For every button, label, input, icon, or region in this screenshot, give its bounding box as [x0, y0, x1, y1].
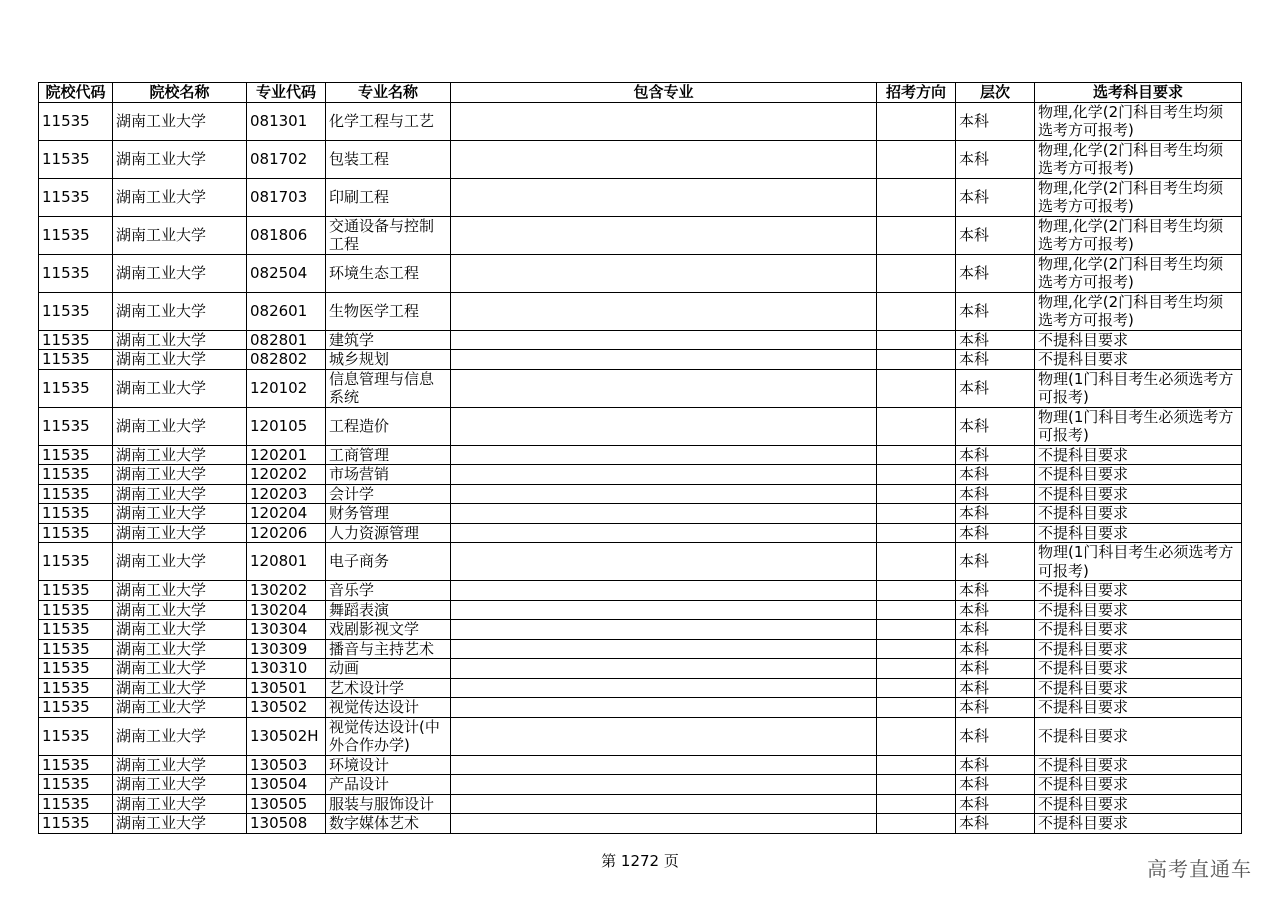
table-row [39, 445, 1242, 465]
cell-major-code: 120105 [247, 407, 326, 445]
cell-direction [877, 755, 956, 775]
cell-direction [877, 216, 956, 254]
cell-level: 本科 [956, 178, 1035, 216]
cell-major-code: 081301 [247, 102, 326, 140]
table-row [39, 755, 1242, 775]
cell-major-name: 人力资源管理 [326, 523, 451, 543]
cell-major-name: 动画 [326, 659, 451, 679]
cell-major-name: 工程造价 [326, 407, 451, 445]
cell-school-name: 湖南工业大学 [113, 581, 247, 601]
cell-major-name: 市场营销 [326, 465, 451, 485]
cell-subject-requirements: 不提科目要求 [1035, 350, 1242, 370]
cell-direction [877, 794, 956, 814]
cell-level: 本科 [956, 407, 1035, 445]
cell-direction [877, 504, 956, 524]
cell-subject-requirements: 物理(1门科目考生必须选考方可报考) [1035, 543, 1242, 581]
table-row [39, 216, 1242, 254]
cell-included-majors [451, 600, 877, 620]
cell-direction [877, 678, 956, 698]
cell-major-name: 播音与主持艺术 [326, 639, 451, 659]
cell-level: 本科 [956, 216, 1035, 254]
cell-school-code: 11535 [39, 484, 113, 504]
cell-included-majors [451, 178, 877, 216]
table-row [39, 292, 1242, 330]
header-major-name: 专业名称 [326, 83, 451, 103]
cell-direction [877, 350, 956, 370]
cell-level: 本科 [956, 465, 1035, 485]
cell-level: 本科 [956, 794, 1035, 814]
cell-direction [877, 369, 956, 407]
cell-included-majors [451, 102, 877, 140]
cell-included-majors [451, 698, 877, 718]
cell-school-name: 湖南工业大学 [113, 102, 247, 140]
table-row [39, 775, 1242, 795]
cell-major-name: 舞蹈表演 [326, 600, 451, 620]
cell-included-majors [451, 445, 877, 465]
cell-school-name: 湖南工业大学 [113, 350, 247, 370]
cell-included-majors [451, 140, 877, 178]
cell-school-name: 湖南工业大学 [113, 216, 247, 254]
cell-included-majors [451, 216, 877, 254]
cell-school-code: 11535 [39, 620, 113, 640]
cell-included-majors [451, 330, 877, 350]
cell-level: 本科 [956, 678, 1035, 698]
cell-subject-requirements: 不提科目要求 [1035, 504, 1242, 524]
cell-major-name: 城乡规划 [326, 350, 451, 370]
cell-level: 本科 [956, 659, 1035, 679]
cell-major-code: 130504 [247, 775, 326, 795]
cell-school-name: 湖南工业大学 [113, 178, 247, 216]
cell-included-majors [451, 292, 877, 330]
cell-school-code: 11535 [39, 659, 113, 679]
cell-school-code: 11535 [39, 543, 113, 581]
cell-school-name: 湖南工业大学 [113, 794, 247, 814]
cell-level: 本科 [956, 254, 1035, 292]
cell-major-name: 艺术设计学 [326, 678, 451, 698]
cell-major-name: 信息管理与信息系统 [326, 369, 451, 407]
cell-level: 本科 [956, 755, 1035, 775]
cell-school-code: 11535 [39, 581, 113, 601]
cell-major-code: 120206 [247, 523, 326, 543]
cell-major-name: 戏剧影视文学 [326, 620, 451, 640]
header-level: 层次 [956, 83, 1035, 103]
cell-school-code: 11535 [39, 794, 113, 814]
admission-table [38, 82, 1242, 834]
cell-included-majors [451, 814, 877, 834]
cell-level: 本科 [956, 445, 1035, 465]
cell-major-code: 130310 [247, 659, 326, 679]
cell-school-code: 11535 [39, 465, 113, 485]
cell-major-code: 130309 [247, 639, 326, 659]
cell-major-name: 环境设计 [326, 755, 451, 775]
cell-level: 本科 [956, 369, 1035, 407]
cell-level: 本科 [956, 102, 1035, 140]
cell-direction [877, 407, 956, 445]
header-subject-requirements: 选考科目要求 [1035, 83, 1242, 103]
table-header-row [39, 83, 1242, 103]
cell-major-code: 082801 [247, 330, 326, 350]
cell-school-code: 11535 [39, 717, 113, 755]
cell-school-name: 湖南工业大学 [113, 620, 247, 640]
cell-school-code: 11535 [39, 698, 113, 718]
cell-included-majors [451, 369, 877, 407]
table-row [39, 639, 1242, 659]
cell-level: 本科 [956, 140, 1035, 178]
cell-included-majors [451, 523, 877, 543]
cell-included-majors [451, 620, 877, 640]
cell-included-majors [451, 543, 877, 581]
cell-direction [877, 254, 956, 292]
cell-level: 本科 [956, 639, 1035, 659]
cell-subject-requirements: 物理,化学(2门科目考生均须选考方可报考) [1035, 216, 1242, 254]
cell-school-name: 湖南工业大学 [113, 407, 247, 445]
cell-major-code: 081806 [247, 216, 326, 254]
cell-direction [877, 292, 956, 330]
cell-subject-requirements: 不提科目要求 [1035, 330, 1242, 350]
table-row [39, 620, 1242, 640]
cell-major-name: 交通设备与控制工程 [326, 216, 451, 254]
cell-major-code: 130505 [247, 794, 326, 814]
cell-school-name: 湖南工业大学 [113, 140, 247, 178]
cell-major-name: 数字媒体艺术 [326, 814, 451, 834]
cell-school-name: 湖南工业大学 [113, 814, 247, 834]
table-row [39, 254, 1242, 292]
cell-subject-requirements: 不提科目要求 [1035, 484, 1242, 504]
cell-major-name: 化学工程与工艺 [326, 102, 451, 140]
cell-major-code: 120201 [247, 445, 326, 465]
cell-school-name: 湖南工业大学 [113, 504, 247, 524]
cell-subject-requirements: 不提科目要求 [1035, 445, 1242, 465]
cell-subject-requirements: 不提科目要求 [1035, 600, 1242, 620]
cell-major-name: 工商管理 [326, 445, 451, 465]
cell-school-name: 湖南工业大学 [113, 465, 247, 485]
header-included-majors: 包含专业 [451, 83, 877, 103]
cell-major-code: 120202 [247, 465, 326, 485]
cell-direction [877, 523, 956, 543]
cell-included-majors [451, 755, 877, 775]
cell-school-code: 11535 [39, 407, 113, 445]
table-row [39, 600, 1242, 620]
table-row [39, 407, 1242, 445]
cell-school-name: 湖南工业大学 [113, 523, 247, 543]
table-row [39, 504, 1242, 524]
cell-school-name: 湖南工业大学 [113, 639, 247, 659]
cell-school-code: 11535 [39, 102, 113, 140]
cell-school-code: 11535 [39, 216, 113, 254]
cell-school-name: 湖南工业大学 [113, 600, 247, 620]
table-row [39, 140, 1242, 178]
table-row [39, 178, 1242, 216]
cell-subject-requirements: 不提科目要求 [1035, 794, 1242, 814]
cell-level: 本科 [956, 717, 1035, 755]
cell-major-code: 130508 [247, 814, 326, 834]
cell-subject-requirements: 物理,化学(2门科目考生均须选考方可报考) [1035, 254, 1242, 292]
cell-direction [877, 581, 956, 601]
cell-direction [877, 639, 956, 659]
cell-major-code: 082802 [247, 350, 326, 370]
cell-subject-requirements: 不提科目要求 [1035, 814, 1242, 834]
cell-level: 本科 [956, 620, 1035, 640]
cell-direction [877, 102, 956, 140]
cell-subject-requirements: 物理,化学(2门科目考生均须选考方可报考) [1035, 178, 1242, 216]
cell-level: 本科 [956, 330, 1035, 350]
cell-included-majors [451, 794, 877, 814]
cell-major-name: 环境生态工程 [326, 254, 451, 292]
cell-major-name: 音乐学 [326, 581, 451, 601]
cell-included-majors [451, 504, 877, 524]
cell-school-code: 11535 [39, 140, 113, 178]
watermark-logo: 高考直通车 [1147, 857, 1252, 881]
cell-major-code: 130502 [247, 698, 326, 718]
cell-school-code: 11535 [39, 755, 113, 775]
table-row [39, 543, 1242, 581]
cell-included-majors [451, 254, 877, 292]
header-school-name: 院校名称 [113, 83, 247, 103]
table-row [39, 659, 1242, 679]
cell-school-name: 湖南工业大学 [113, 543, 247, 581]
cell-subject-requirements: 不提科目要求 [1035, 639, 1242, 659]
cell-level: 本科 [956, 600, 1035, 620]
table-row [39, 581, 1242, 601]
cell-subject-requirements: 不提科目要求 [1035, 755, 1242, 775]
cell-included-majors [451, 659, 877, 679]
cell-school-name: 湖南工业大学 [113, 717, 247, 755]
cell-school-code: 11535 [39, 504, 113, 524]
cell-subject-requirements: 物理,化学(2门科目考生均须选考方可报考) [1035, 292, 1242, 330]
cell-school-code: 11535 [39, 178, 113, 216]
cell-included-majors [451, 639, 877, 659]
cell-subject-requirements: 物理(1门科目考生必须选考方可报考) [1035, 407, 1242, 445]
cell-major-name: 生物医学工程 [326, 292, 451, 330]
cell-included-majors [451, 350, 877, 370]
cell-direction [877, 445, 956, 465]
cell-school-name: 湖南工业大学 [113, 698, 247, 718]
cell-subject-requirements: 不提科目要求 [1035, 717, 1242, 755]
cell-direction [877, 543, 956, 581]
cell-level: 本科 [956, 504, 1035, 524]
cell-direction [877, 775, 956, 795]
cell-subject-requirements: 不提科目要求 [1035, 620, 1242, 640]
table-row [39, 717, 1242, 755]
cell-included-majors [451, 581, 877, 601]
cell-major-code: 082504 [247, 254, 326, 292]
header-direction: 招考方向 [877, 83, 956, 103]
cell-level: 本科 [956, 814, 1035, 834]
cell-school-name: 湖南工业大学 [113, 445, 247, 465]
table-row [39, 102, 1242, 140]
cell-subject-requirements: 不提科目要求 [1035, 581, 1242, 601]
cell-major-code: 120204 [247, 504, 326, 524]
cell-major-name: 视觉传达设计(中外合作办学) [326, 717, 451, 755]
cell-school-name: 湖南工业大学 [113, 254, 247, 292]
cell-major-code: 081703 [247, 178, 326, 216]
header-school-code: 院校代码 [39, 83, 113, 103]
cell-school-name: 湖南工业大学 [113, 330, 247, 350]
cell-included-majors [451, 678, 877, 698]
table-row [39, 465, 1242, 485]
cell-school-name: 湖南工业大学 [113, 369, 247, 407]
table-row [39, 814, 1242, 834]
cell-school-code: 11535 [39, 678, 113, 698]
cell-school-code: 11535 [39, 814, 113, 834]
cell-direction [877, 330, 956, 350]
table-row [39, 794, 1242, 814]
cell-school-code: 11535 [39, 292, 113, 330]
cell-major-name: 会计学 [326, 484, 451, 504]
cell-school-code: 11535 [39, 445, 113, 465]
cell-direction [877, 717, 956, 755]
cell-subject-requirements: 物理(1门科目考生必须选考方可报考) [1035, 369, 1242, 407]
cell-school-name: 湖南工业大学 [113, 755, 247, 775]
cell-level: 本科 [956, 350, 1035, 370]
cell-major-code: 130503 [247, 755, 326, 775]
table-row [39, 678, 1242, 698]
cell-direction [877, 620, 956, 640]
cell-school-code: 11535 [39, 523, 113, 543]
cell-major-name: 产品设计 [326, 775, 451, 795]
table-row [39, 350, 1242, 370]
cell-subject-requirements: 不提科目要求 [1035, 775, 1242, 795]
cell-major-name: 建筑学 [326, 330, 451, 350]
cell-school-code: 11535 [39, 254, 113, 292]
cell-level: 本科 [956, 698, 1035, 718]
cell-subject-requirements: 不提科目要求 [1035, 659, 1242, 679]
cell-major-code: 120801 [247, 543, 326, 581]
cell-direction [877, 814, 956, 834]
cell-major-name: 服装与服饰设计 [326, 794, 451, 814]
cell-school-code: 11535 [39, 775, 113, 795]
cell-subject-requirements: 不提科目要求 [1035, 678, 1242, 698]
table-row [39, 369, 1242, 407]
cell-major-name: 包装工程 [326, 140, 451, 178]
cell-major-name: 电子商务 [326, 543, 451, 581]
cell-direction [877, 465, 956, 485]
cell-major-code: 130501 [247, 678, 326, 698]
cell-major-code: 130204 [247, 600, 326, 620]
page-number: 第 1272 页 [601, 852, 679, 870]
cell-major-code: 081702 [247, 140, 326, 178]
cell-school-code: 11535 [39, 639, 113, 659]
cell-level: 本科 [956, 292, 1035, 330]
cell-major-code: 120102 [247, 369, 326, 407]
cell-school-code: 11535 [39, 350, 113, 370]
table-row [39, 698, 1242, 718]
cell-major-code: 130304 [247, 620, 326, 640]
cell-subject-requirements: 物理,化学(2门科目考生均须选考方可报考) [1035, 102, 1242, 140]
cell-included-majors [451, 484, 877, 504]
cell-included-majors [451, 775, 877, 795]
cell-level: 本科 [956, 543, 1035, 581]
cell-included-majors [451, 717, 877, 755]
cell-direction [877, 140, 956, 178]
cell-major-name: 财务管理 [326, 504, 451, 524]
cell-level: 本科 [956, 581, 1035, 601]
cell-direction [877, 178, 956, 216]
cell-school-code: 11535 [39, 330, 113, 350]
cell-major-code: 082601 [247, 292, 326, 330]
cell-subject-requirements: 物理,化学(2门科目考生均须选考方可报考) [1035, 140, 1242, 178]
cell-major-name: 印刷工程 [326, 178, 451, 216]
cell-school-name: 湖南工业大学 [113, 678, 247, 698]
table-row [39, 523, 1242, 543]
cell-school-code: 11535 [39, 600, 113, 620]
cell-included-majors [451, 407, 877, 445]
cell-direction [877, 484, 956, 504]
cell-subject-requirements: 不提科目要求 [1035, 523, 1242, 543]
cell-direction [877, 659, 956, 679]
table-row [39, 330, 1242, 350]
header-major-code: 专业代码 [247, 83, 326, 103]
cell-major-code: 130502H [247, 717, 326, 755]
table-row [39, 484, 1242, 504]
cell-level: 本科 [956, 523, 1035, 543]
cell-major-name: 视觉传达设计 [326, 698, 451, 718]
cell-major-code: 120203 [247, 484, 326, 504]
cell-school-name: 湖南工业大学 [113, 775, 247, 795]
cell-direction [877, 600, 956, 620]
cell-included-majors [451, 465, 877, 485]
cell-level: 本科 [956, 775, 1035, 795]
cell-subject-requirements: 不提科目要求 [1035, 465, 1242, 485]
cell-direction [877, 698, 956, 718]
cell-school-name: 湖南工业大学 [113, 292, 247, 330]
cell-subject-requirements: 不提科目要求 [1035, 698, 1242, 718]
cell-school-code: 11535 [39, 369, 113, 407]
cell-level: 本科 [956, 484, 1035, 504]
cell-major-code: 130202 [247, 581, 326, 601]
cell-school-name: 湖南工业大学 [113, 484, 247, 504]
cell-school-name: 湖南工业大学 [113, 659, 247, 679]
table-body [39, 102, 1242, 833]
